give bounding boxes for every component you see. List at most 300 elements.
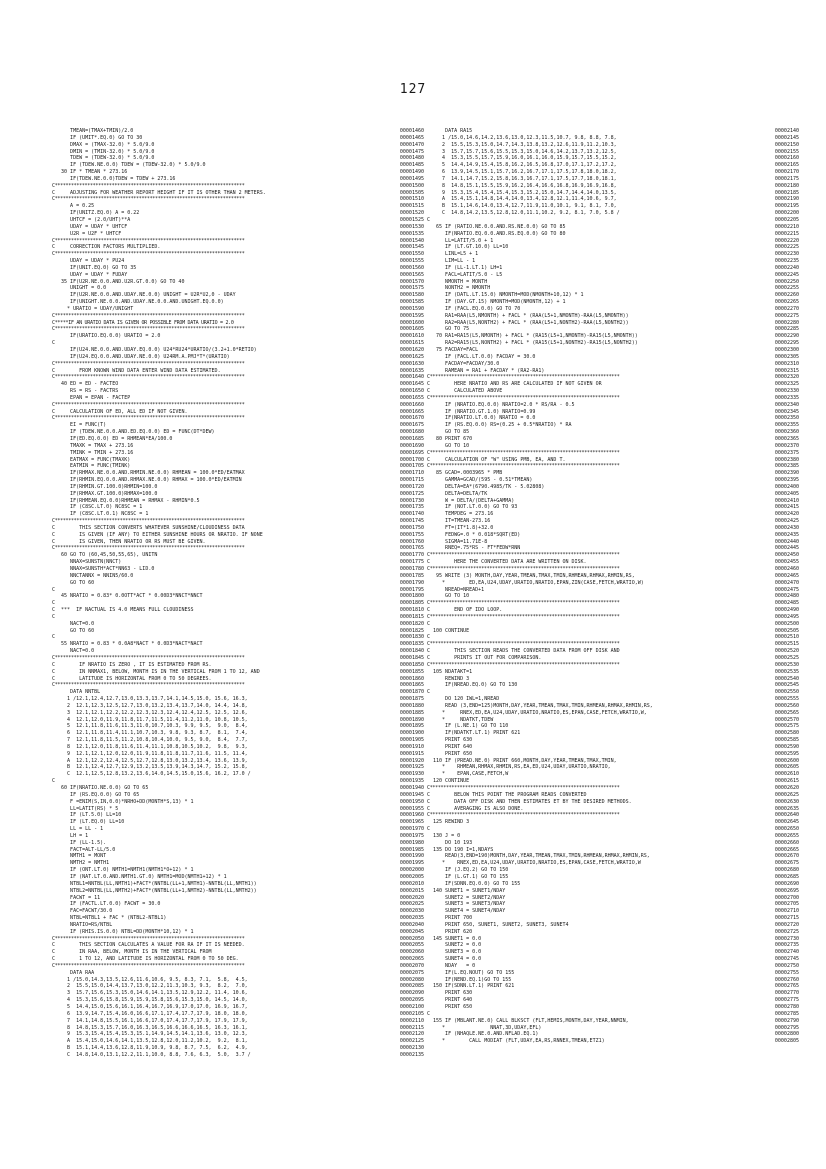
sequence-number: 00002510 <box>774 634 799 641</box>
code-line <box>52 196 424 203</box>
sequence-number: 00002230 <box>774 251 799 258</box>
sequence-number: 00001530 <box>399 223 424 230</box>
code-text: A 12.1,12.2,12.4,12.5,12.7,12.8,13.0,13.2,13.4, 13.6, 13.9, <box>52 757 248 764</box>
sequence-number: 00002765 <box>774 983 799 990</box>
code-text: IF (RS.EQ.0.0) RS=(0.25 + 0.5*NRATIO) * RA <box>427 422 572 429</box>
code-text: GO TO 75 <box>427 326 470 333</box>
code-line <box>427 552 799 559</box>
code-text: IF (FACL.LT.0.0) FACDAY = 30.0 <box>427 353 536 360</box>
code-line <box>427 1011 799 1018</box>
code-line <box>427 196 799 203</box>
sequence-number: 00001460 <box>399 128 424 134</box>
sequence-number: 00002415 <box>774 504 799 511</box>
sequence-number: 00002275 <box>774 312 799 319</box>
code-text: B 15.1,14.4,13.6,12.8,11.9,10.9, 9.8, 8.7, 7.5, 6.2, 4.9, <box>52 1045 248 1052</box>
sequence-number: 00001595 <box>399 312 424 319</box>
code-text: IF(UNIGHT.NE.0.0.AND.UDAY.NE.0.0.AND.UNIGHT.EQ.0.0) <box>52 299 224 306</box>
code-text: * NNAT,3D,UDAY,EFL) <box>427 1024 542 1031</box>
sequence-number: 00002345 <box>774 408 799 415</box>
sequence-number: 00001775 <box>399 559 424 566</box>
code-text: FACL=LATIT/5.0 - L5 <box>427 271 503 278</box>
code-text: C********************************************************************** <box>52 654 245 661</box>
code-line <box>427 504 799 511</box>
sequence-number: 00001790 <box>399 579 424 586</box>
code-line <box>52 190 424 197</box>
code-text: C IF NRATIO IS ZERO , IT IS ESTIMATED FROM RS. <box>52 661 212 668</box>
code-text: PRINT 630 <box>427 990 473 997</box>
code-line <box>52 580 424 587</box>
sequence-number: 00001950 <box>399 798 424 805</box>
code-text: C********************************************************************** <box>427 661 620 668</box>
code-text: GO TO 10 <box>427 593 470 600</box>
sequence-number: 00002680 <box>774 867 799 874</box>
sequence-number: 00002575 <box>774 723 799 730</box>
code-text: C CORRECTION FACTORS MULTIPLIED. <box>52 244 161 251</box>
sequence-number: 00002760 <box>774 976 799 983</box>
code-text: 5 14.4,14.9,15.4,15.8,16.2,16.5,16.8,17.0,17.1,17.2,17.2, <box>427 162 617 169</box>
sequence-number: 00002425 <box>774 518 799 525</box>
code-text: C********************************************************************** <box>52 518 245 525</box>
code-text: C 14.8,14.0,13.1,12.2,11.1,10.0, 8.8, 7.6, 6.3, 5.0, 3.7 / <box>52 1051 251 1058</box>
code-text: C THIS SECTION CALCULATES A VALUE FOR RA IF IT IS NEEDED. <box>52 942 245 949</box>
sequence-number: 00002160 <box>774 155 799 162</box>
code-text: EI = FUNC(T) <box>52 422 107 429</box>
sequence-number: 00001905 <box>399 737 424 744</box>
code-line <box>52 484 424 491</box>
code-line <box>52 901 424 908</box>
sequence-number: 00002165 <box>774 162 799 169</box>
code-text: 2 15.5,15.3,15.0,14.7,14.3,13.8,13.2,12.6,11.9,11.2,10.3, <box>427 141 617 148</box>
code-line <box>427 888 799 895</box>
sequence-number: 00001805 <box>399 600 424 607</box>
code-text: C********************************************************************** <box>52 326 245 333</box>
sequence-number: 00001715 <box>399 477 424 484</box>
code-line <box>52 354 424 361</box>
sequence-number: 00001925 <box>399 764 424 771</box>
code-line <box>52 997 424 1004</box>
sequence-number: 00002430 <box>774 524 799 531</box>
sequence-number: 00002770 <box>774 990 799 997</box>
sequence-number: 00001535 <box>399 230 424 237</box>
code-line <box>427 792 799 799</box>
sequence-number: 00002690 <box>774 880 799 887</box>
code-text: 105 NDATAKT=1 <box>427 668 473 675</box>
code-text: GO TO 10 <box>427 442 470 449</box>
sequence-number: 00002660 <box>774 839 799 846</box>
code-line <box>427 593 799 600</box>
code-text: C IS GIVEN, THEN NRATIO OR RS MUST BE GIVEN. <box>52 538 206 545</box>
sequence-number: 00002655 <box>774 832 799 839</box>
code-text: EATMIN = FUNC(TMINK) <box>52 463 131 470</box>
sequence-number: 00001640 <box>399 374 424 381</box>
code-line <box>52 313 424 320</box>
code-line <box>427 381 799 388</box>
code-text: C********************************************************************** <box>52 401 245 408</box>
sequence-number: 00002780 <box>774 1004 799 1010</box>
code-text: IF (TDEW.NE.0.0) TDEW = (TDEW-32.0) * 5.0/9.0 <box>52 162 206 169</box>
code-line <box>427 402 799 409</box>
sequence-number: 00002600 <box>774 757 799 764</box>
code-text: FACWT = 11 <box>52 894 101 901</box>
code-line <box>52 778 424 785</box>
sequence-number: 00001505 <box>399 189 424 196</box>
code-text: 70 RA1=RA15(L5,NMONTH) + FACL * (RA15(L5+1,NMONTH)-RA15(L5,NMONTH)) <box>427 333 638 340</box>
sequence-number: 00002320 <box>774 374 799 381</box>
code-line <box>52 737 424 744</box>
sequence-number: 00001935 <box>399 778 424 785</box>
code-line <box>52 244 424 251</box>
code-text: NTBL2=NNTBL(LL,NMTH2)+FACT*(NNTBL(LL+1,NMTH2)-NNTBL(LL,NMTH2)) <box>52 887 257 894</box>
code-line <box>52 1052 424 1059</box>
sequence-number: 00001845 <box>399 654 424 661</box>
code-text: RS = RS - FACTRS <box>52 388 119 395</box>
code-line <box>427 224 799 231</box>
code-line <box>427 1004 799 1011</box>
code-text: DO 120 IWL=1,NREAD <box>427 696 500 703</box>
code-text: * URATIO = UDAY/UNIGHT <box>52 305 134 312</box>
code-line <box>427 299 799 306</box>
sequence-number: 00002380 <box>774 456 799 463</box>
sequence-number: 00002740 <box>774 949 799 956</box>
code-text: IF (UMIT*.EQ.0) GO TO 30 <box>52 134 143 141</box>
sequence-number: 00001700 <box>399 456 424 463</box>
code-text: C********************************************************************** <box>52 251 245 258</box>
code-line <box>427 244 799 251</box>
code-text: SUNET3 = 0.0 <box>427 949 482 956</box>
code-line <box>52 963 424 970</box>
code-text: IF (FACTL.LT.0.0) FACWT = 30.0 <box>52 901 161 908</box>
sequence-number: 00001600 <box>399 319 424 326</box>
code-line <box>52 203 424 210</box>
code-line <box>427 587 799 594</box>
code-line <box>52 381 424 388</box>
sequence-number: 00002045 <box>399 928 424 935</box>
sequence-number: 00002420 <box>774 511 799 518</box>
sequence-number: 00001695 <box>399 449 424 456</box>
code-line <box>52 552 424 559</box>
code-text: C********************************************************************** <box>52 415 245 422</box>
sequence-number: 00001840 <box>399 648 424 655</box>
sequence-number: 00002705 <box>774 901 799 908</box>
sequence-number: 00002395 <box>774 477 799 484</box>
code-line <box>52 518 424 525</box>
code-text: LIM=LL - 1 <box>427 258 476 265</box>
sequence-number: 00002080 <box>399 976 424 983</box>
code-text: TMEAN=(TMAX+TMIN)/2.0 <box>52 128 134 134</box>
code-text: FT=(IT*1.8)+32.0 <box>427 524 494 531</box>
code-line <box>427 682 799 689</box>
code-text: 6 13.9,14.7,15.4,16.0,16.6,17.1,17.4,17.7,17.9, 18.0, 18.0, <box>52 1010 248 1017</box>
sequence-number: 00001860 <box>399 675 424 682</box>
code-text: 1 /12.1,12.4,12.7,13.0,13.3,13.7,14.1,14.5,15.0, 15.6, 16.3, <box>52 696 248 703</box>
code-text: 5 12.1,11.8,11.6,11.3,11.0,10.7,10.3, 9.9, 9.5, 9.0, 8.4, <box>52 723 248 730</box>
sequence-number: 00002090 <box>399 990 424 997</box>
sequence-number: 00002270 <box>774 305 799 312</box>
code-text: IF(U2R.NE.0.0.AND.UDAY.NE.0.0) UNIGHT = U2R*U2,0 - UDAY <box>52 292 236 299</box>
code-text: IF(SDNN.EQ.0.0) GO TO 155 <box>427 880 521 887</box>
sequence-number: 00001980 <box>399 839 424 846</box>
sequence-number: 00002215 <box>774 230 799 237</box>
sequence-number: 00001520 <box>399 210 424 217</box>
code-text: C IN NNMAX1, BELOW, MONTH IS IN THE VERTICAL FROM 1 TO 12, AND <box>52 668 260 675</box>
sequence-number: 00002040 <box>399 921 424 928</box>
code-text: IF(NEND.EQ.1)GO TO 155 <box>427 976 512 983</box>
sequence-number: 00001665 <box>399 408 424 415</box>
sequence-number: 00002585 <box>774 737 799 744</box>
sequence-number: 00002145 <box>774 134 799 141</box>
code-line <box>52 128 424 135</box>
code-line <box>52 669 424 676</box>
sequence-number: 00002630 <box>774 798 799 805</box>
sequence-number: 00002085 <box>399 983 424 990</box>
code-line <box>52 717 424 724</box>
right-code-column <box>427 128 799 1128</box>
sequence-number: 00002665 <box>774 846 799 853</box>
code-text: GAMMA=GCAD/(595 - 0.51*TMEAN) <box>427 477 533 484</box>
sequence-number: 00001920 <box>399 757 424 764</box>
code-line <box>427 498 799 505</box>
code-line <box>427 347 799 354</box>
code-text: IF(RHMIN.GT.100.0)RHMIN=100.0 <box>52 483 158 490</box>
sequence-number: 00002280 <box>774 319 799 326</box>
code-line <box>427 142 799 149</box>
code-line <box>427 306 799 313</box>
sequence-number: 00002640 <box>774 812 799 819</box>
code-line <box>427 354 799 361</box>
code-text: NMONTH = MONTH <box>427 278 488 285</box>
sequence-number: 00002635 <box>774 805 799 812</box>
sequence-number: 00002360 <box>774 429 799 436</box>
sequence-number: 00001690 <box>399 442 424 449</box>
sequence-number: 00001635 <box>399 367 424 374</box>
code-text: C <box>427 826 431 833</box>
code-text: C IN RAA, BELOW, MONTH IS IN THE VERTICAL FROM <box>52 949 212 956</box>
code-text: IF(NREAD.EQ.0) GO TO 130 <box>427 682 518 689</box>
sequence-number: 00002130 <box>399 1045 424 1052</box>
sequence-number: 00001585 <box>399 299 424 306</box>
code-text: C IS GIVEN (IF ANY) TO EITHER SUNSHINE HOURS OR NRATIO. IF NONE <box>52 531 263 538</box>
code-line <box>427 415 799 422</box>
sequence-number: 00001710 <box>399 470 424 477</box>
sequence-number: 00002470 <box>774 579 799 586</box>
code-line <box>427 210 799 217</box>
sequence-number: 00002365 <box>774 435 799 442</box>
sequence-number: 00002265 <box>774 299 799 306</box>
code-line <box>427 915 799 922</box>
code-text: DELTA=EA*(6790.4985/TK - 5.02808) <box>427 483 545 490</box>
code-text: LL = LL - 1 <box>52 826 104 833</box>
code-line <box>427 785 799 792</box>
code-text: SUNET3 = SUNET3/NDAY <box>427 901 506 908</box>
code-text: 9 15.3,15.4,15.4,15.3,15.1,14.9,14.5,14.1,13.6, 13.0, 12.3, <box>52 1031 248 1038</box>
code-text: IF (LL-1.5). <box>52 839 107 846</box>
sequence-number: 00002475 <box>774 586 799 593</box>
sequence-number: 00001820 <box>399 620 424 627</box>
code-line <box>427 477 799 484</box>
code-line <box>427 833 799 840</box>
code-text: * CALL MODIAT (FLT,UDAY,EA,RS,RNNEX,TMEAN,ETZ1) <box>427 1038 605 1045</box>
sequence-number: 00002155 <box>774 148 799 155</box>
code-line <box>52 340 424 347</box>
sequence-number: 00001990 <box>399 853 424 860</box>
code-text: IF(RHMEAN.EQ.0.0)RHMEAN = RHMAX - RHMIN*0.5 <box>52 497 200 504</box>
code-line <box>427 949 799 956</box>
code-line <box>52 593 424 600</box>
sequence-number: 00002400 <box>774 483 799 490</box>
code-text: IF (NAT.LT.0.AND.NMTH1.GT.0) NMTH1=MOD(NMTH1+12) * 1 <box>52 873 227 880</box>
sequence-number: 00002115 <box>399 1024 424 1031</box>
sequence-number: 00002105 <box>399 1010 424 1017</box>
code-line <box>427 566 799 573</box>
sequence-number: 00001670 <box>399 415 424 422</box>
code-line <box>427 621 799 628</box>
sequence-number: 00001780 <box>399 566 424 572</box>
code-text: IF(ED.EQ.0.0) ED = RHMEAN*EA/100.0 <box>52 435 173 442</box>
code-text: SUNET4 = 0.0 <box>427 956 482 963</box>
sequence-number: 00002540 <box>774 675 799 682</box>
code-text: C********************************************************************** <box>52 935 245 942</box>
sequence-number: 00002125 <box>399 1038 424 1045</box>
code-line <box>427 922 799 929</box>
code-text: C HERE THE CONVERTED DATA ARE WRITTEN ON DISK. <box>427 559 587 566</box>
code-line <box>52 272 424 279</box>
code-line <box>52 751 424 758</box>
sequence-number: 00002535 <box>774 668 799 675</box>
code-line <box>52 498 424 505</box>
code-line <box>52 491 424 498</box>
sequence-number: 00002450 <box>774 552 799 559</box>
code-text: C********************************************************************** <box>427 566 620 572</box>
code-text: IT=TMEAN-273.16 <box>427 518 491 525</box>
code-text: 75 FACDAY=FACL <box>427 347 479 353</box>
code-text: NACT=0.0 <box>52 648 95 655</box>
code-text: LH = 1 <box>52 832 89 839</box>
code-line <box>52 409 424 416</box>
sequence-number: 00002650 <box>774 826 799 833</box>
code-text: * RNEX,ED,EA,U24,UDAY,URATIO,NRATIO,ES,EPAN,CASE,FETCH,WRATIO,W <box>427 860 641 867</box>
code-text: DATA NNTBL <box>52 689 101 696</box>
code-line <box>427 744 799 751</box>
sequence-number: 00002615 <box>774 778 799 785</box>
sequence-number: 00002435 <box>774 531 799 538</box>
code-text: UHTCF = (2.0/UHT)**A <box>52 216 131 223</box>
code-line <box>52 867 424 874</box>
sequence-number: 00002805 <box>774 1038 799 1045</box>
sequence-number: 00002250 <box>774 278 799 285</box>
sequence-number: 00002485 <box>774 600 799 607</box>
code-line <box>427 279 799 286</box>
sequence-number: 00001550 <box>399 251 424 258</box>
code-line <box>52 142 424 149</box>
code-line <box>52 443 424 450</box>
code-line <box>52 545 424 552</box>
code-text: IF (ONT.LT.0) NMTH1=NMTH1(NMTH1*O+12) * 1 <box>52 867 194 874</box>
sequence-number: 00002685 <box>774 873 799 880</box>
code-line <box>427 1031 799 1038</box>
code-line <box>52 929 424 936</box>
code-line <box>427 662 799 669</box>
code-line <box>427 874 799 881</box>
code-line <box>52 758 424 765</box>
code-line <box>427 628 799 635</box>
code-text: DATA RAA <box>52 969 95 976</box>
code-line <box>427 983 799 990</box>
code-text: A 15.4,15.1,14.8,14.4,14.0,13.4,12.8,12.1,11.4,10.6, 9.7, <box>427 196 617 203</box>
code-line <box>52 819 424 826</box>
sequence-number: 00001560 <box>399 264 424 271</box>
sequence-number: 00002545 <box>774 682 799 689</box>
code-line <box>52 983 424 990</box>
sequence-number: 00001515 <box>399 203 424 210</box>
code-text: DATA RA15 <box>427 128 473 134</box>
code-text: IF(NDATKT.LT.1) PRINT 621 <box>427 730 521 737</box>
code-text: IF (DATL.LT.15.0) NMONTH=MOD(NMONTH+10,12) * 1 <box>427 292 584 299</box>
code-line <box>52 238 424 245</box>
code-line <box>427 1038 799 1045</box>
code-text: 2 15.5,15.0,14.4,13.7,13.0,12.2,11.3,10.3, 9.3, 8.2, 7.0, <box>52 983 248 990</box>
code-line <box>427 737 799 744</box>
sequence-number: 00001630 <box>399 360 424 367</box>
code-line <box>52 853 424 860</box>
code-line <box>52 676 424 683</box>
sequence-number: 00001545 <box>399 244 424 251</box>
sequence-number: 00002730 <box>774 935 799 942</box>
code-text: NMTH1 = MONT <box>52 853 107 860</box>
code-line <box>427 648 799 655</box>
sequence-number: 00002325 <box>774 381 799 388</box>
sequence-number: 00002440 <box>774 538 799 545</box>
sequence-number: 00002530 <box>774 661 799 668</box>
code-text: C********************************************************************** <box>52 237 245 244</box>
code-text: UNIGHT = 0.0 <box>52 285 107 292</box>
sequence-number: 00001870 <box>399 689 424 696</box>
sequence-number: 00001685 <box>399 435 424 442</box>
code-text: IF (TDEW.NE.0.0.AND.ED.EQ.0.0) ED = FUNC(DT*DEW) <box>52 429 215 436</box>
code-line <box>52 970 424 977</box>
code-text: TMINK = TMIN + 273.16 <box>52 449 134 456</box>
code-line <box>427 272 799 279</box>
code-text: C********************************************************************** <box>52 962 245 969</box>
code-text: U2R = U2F * UHTCF <box>52 230 122 237</box>
code-text: 3 12.1,12.1,12.2,12.2,12.3,12.3,12.4,12.4,12.5, 12.5, 12.6, <box>52 709 248 716</box>
code-text: LINL=L5 + 1 <box>427 251 479 258</box>
code-line <box>52 169 424 176</box>
sequence-number: 00001565 <box>399 271 424 278</box>
code-line <box>427 847 799 854</box>
code-line <box>427 990 799 997</box>
code-text: 3 15.7,15.6,15.3,15.0,14.6,14.1,13.5,12.9,12.2, 11.4, 10.6, <box>52 990 248 997</box>
sequence-number: 00002750 <box>774 962 799 969</box>
left-code-column <box>52 128 424 1128</box>
code-line <box>427 532 799 539</box>
code-line <box>427 265 799 272</box>
code-line <box>427 812 799 819</box>
code-line <box>427 867 799 874</box>
sequence-number: 00002480 <box>774 593 799 600</box>
code-line <box>52 326 424 333</box>
sequence-number: 00002720 <box>774 921 799 928</box>
code-line <box>427 977 799 984</box>
sequence-number: 00002100 <box>399 1004 424 1010</box>
code-line <box>52 1045 424 1052</box>
code-line <box>52 347 424 354</box>
code-text: C <box>52 340 56 347</box>
code-text: SUNET2 = 0.0 <box>427 942 482 949</box>
code-line <box>427 580 799 587</box>
code-text: C 14.8,14.2,13.5,12.8,12.0,11.1,10.2, 9.2, 8.1, 7.0, 5.8 / <box>427 210 620 217</box>
code-text: W = DELTA/(DELTA+GAMMA) <box>427 497 515 504</box>
sequence-number: 00002255 <box>774 285 799 292</box>
